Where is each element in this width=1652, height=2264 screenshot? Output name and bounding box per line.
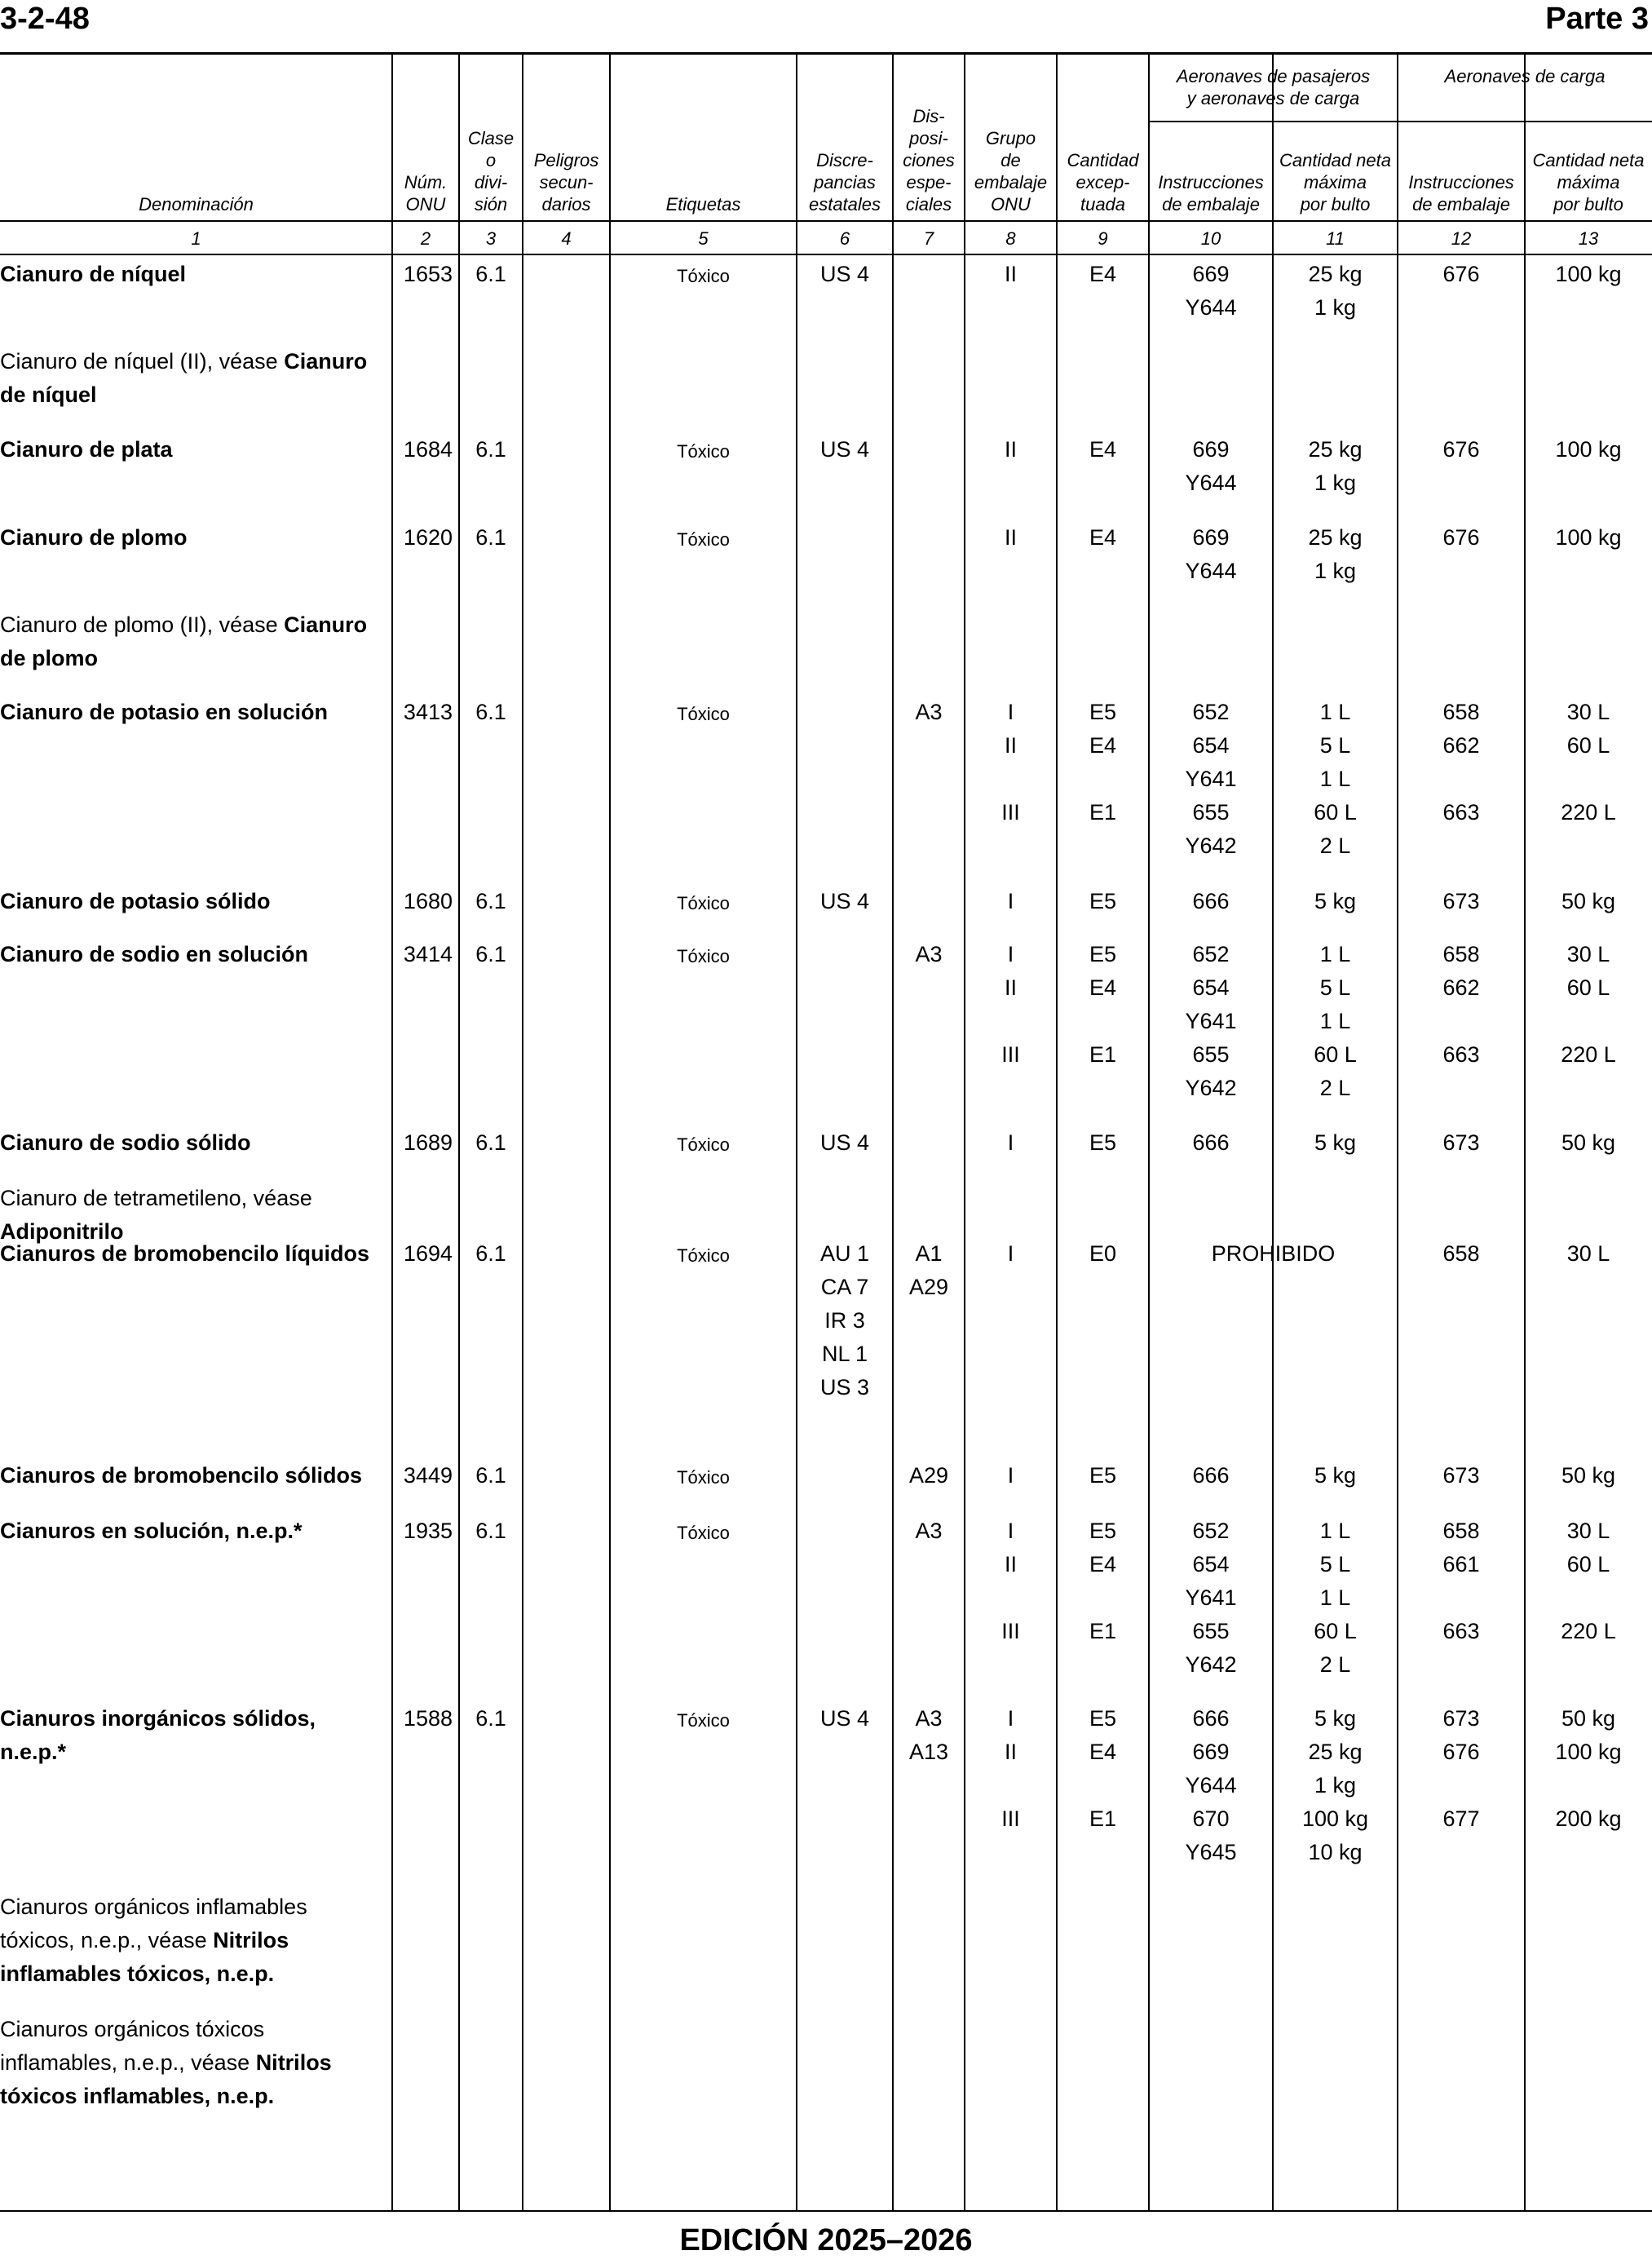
excepted-quantity: E5 E4 E1 xyxy=(1089,1706,1117,1831)
prohibited-label: PROHIBIDO xyxy=(1211,1241,1336,1266)
label-cell: Tóxico xyxy=(677,529,730,550)
column-number: 1 xyxy=(191,228,201,249)
header-rule xyxy=(0,52,1652,55)
un-number: 3414 xyxy=(403,942,453,966)
substance-name-bold: Cianuro de potasio sólido xyxy=(0,889,271,913)
header-c4: Peligros secun- darios xyxy=(533,150,599,214)
substance-name-bold: Cianuro de sodio sólido xyxy=(0,1130,251,1155)
state-variation: US 4 xyxy=(819,1706,870,1731)
cargo-packing-instruction: 676 xyxy=(1442,437,1480,462)
substance-name-bold: Cianuro de plomo xyxy=(0,612,368,670)
substance-name xyxy=(0,1702,383,1769)
label-cell: Tóxico xyxy=(677,441,730,462)
label-cell: Tóxico xyxy=(677,704,730,724)
class-division: 6.1 xyxy=(475,1130,506,1155)
packing-group: I xyxy=(1007,889,1014,913)
special-provision: A3 A13 xyxy=(908,1706,949,1764)
column-number: 6 xyxy=(839,228,850,249)
passenger-max-quantity: 25 kg 1 kg xyxy=(1308,437,1363,495)
substance-name-bold: Cianuros inorgánicos sólidos, n.e.p.* xyxy=(0,1706,316,1764)
cargo-max-quantity: 50 kg xyxy=(1561,1463,1616,1488)
special-provision: A3 xyxy=(915,942,943,966)
cargo-max-quantity: 30 L 60 L 220 L xyxy=(1561,942,1616,1067)
label-cell: Tóxico xyxy=(677,1245,730,1266)
substance-name-bold: Cianuro de sodio en solución xyxy=(0,942,309,966)
passenger-packing-instruction: 666 xyxy=(1192,889,1230,913)
state-variation: US 4 xyxy=(819,889,870,913)
excepted-quantity: E5 E4 E1 xyxy=(1089,942,1117,1067)
state-variation: US 4 xyxy=(819,262,870,286)
substance-name-prefix: Cianuro de níquel (II), véase xyxy=(0,349,285,374)
passenger-packing-instruction: 669 Y644 xyxy=(1185,437,1237,495)
substance-name xyxy=(0,2013,383,2113)
special-provision: A1 A29 xyxy=(908,1241,949,1299)
header-c10: Instrucciones de embalaje xyxy=(1158,172,1264,214)
un-number: 1680 xyxy=(403,889,453,913)
passenger-packing-instruction: 652 654 Y641 655 Y642 xyxy=(1185,700,1237,858)
packing-group: II xyxy=(1004,525,1017,550)
state-variation: US 4 xyxy=(819,1130,870,1155)
header-c12: Instrucciones de embalaje xyxy=(1408,172,1514,214)
un-number: 1689 xyxy=(403,1130,453,1155)
passenger-packing-instruction: 669 Y644 xyxy=(1185,525,1237,583)
special-provision: A29 xyxy=(908,1463,949,1488)
substance-name xyxy=(0,885,383,918)
un-number: 1620 xyxy=(403,525,453,550)
header-c9: Cantidad excep- tuada xyxy=(1067,150,1139,214)
packing-group: I II III xyxy=(1001,942,1020,1067)
substance-name xyxy=(0,938,383,971)
class-division: 6.1 xyxy=(475,1241,506,1266)
group-header-passenger: Aeronaves de pasajeros y aeronaves de carga xyxy=(1176,66,1371,108)
substance-name-bold: Adiponitrilo xyxy=(0,1219,124,1244)
excepted-quantity: E4 xyxy=(1089,437,1117,462)
un-number: 1935 xyxy=(403,1519,453,1543)
substance-name-prefix: Cianuros orgánicos tóxicos inflamables, n.e.p., véase xyxy=(0,2017,265,2075)
passenger-packing-instruction: 652 654 Y641 655 Y642 xyxy=(1185,942,1237,1100)
cargo-max-quantity: 50 kg 100 kg 200 kg xyxy=(1555,1706,1622,1831)
special-provision: A3 xyxy=(915,1519,943,1543)
un-number: 1653 xyxy=(403,262,453,286)
edition-footer: EDICIÓN 2025–2026 xyxy=(679,2223,973,2257)
substance-name xyxy=(0,696,383,729)
substance-name xyxy=(0,1514,383,1548)
cargo-packing-instruction: 658 xyxy=(1442,1241,1480,1266)
excepted-quantity: E5 E4 E1 xyxy=(1089,1519,1117,1643)
special-provision: A3 xyxy=(915,700,943,724)
cargo-max-quantity: 30 L 60 L 220 L xyxy=(1561,700,1616,825)
substance-name-prefix: Cianuros orgánicos inflamables tóxicos, n.e.p., véase xyxy=(0,1895,307,1952)
cargo-packing-instruction: 658 661 663 xyxy=(1442,1519,1480,1643)
cargo-packing-instruction: 673 xyxy=(1442,1130,1480,1155)
packing-group: I II III xyxy=(1001,1519,1020,1643)
cargo-max-quantity: 30 L xyxy=(1566,1241,1610,1266)
column-number: 4 xyxy=(561,228,572,249)
substance-name xyxy=(0,1890,383,1991)
part-label: Parte 3 xyxy=(1545,2,1649,36)
label-cell: Tóxico xyxy=(677,893,730,913)
header-c6: Discre- pancias estatales xyxy=(808,150,881,214)
packing-group: II xyxy=(1004,437,1017,462)
passenger-max-quantity: 5 kg 25 kg 1 kg 100 kg 10 kg xyxy=(1301,1706,1369,1864)
state-variation: US 4 xyxy=(819,437,870,462)
substance-name xyxy=(0,345,383,412)
column-number: 10 xyxy=(1200,228,1221,249)
substance-name xyxy=(0,521,383,555)
column-number: 8 xyxy=(1005,228,1016,249)
un-number: 1694 xyxy=(403,1241,453,1266)
header-c8: Grupo de embalaje ONU xyxy=(974,128,1048,214)
un-number: 3413 xyxy=(403,700,453,724)
substance-name-bold: Cianuro de plata xyxy=(0,437,173,462)
class-division: 6.1 xyxy=(475,1706,506,1731)
cargo-packing-instruction: 673 xyxy=(1442,1463,1480,1488)
cargo-max-quantity: 30 L 60 L 220 L xyxy=(1561,1519,1616,1643)
excepted-quantity: E5 E4 E1 xyxy=(1089,700,1117,825)
passenger-max-quantity: 1 L 5 L 1 L 60 L 2 L xyxy=(1314,942,1357,1100)
excepted-quantity: E4 xyxy=(1089,262,1117,286)
class-division: 6.1 xyxy=(475,942,506,966)
packing-group: I II III xyxy=(1001,1706,1020,1831)
passenger-packing-instruction: 666 669 Y644 670 Y645 xyxy=(1185,1706,1237,1864)
state-variation: AU 1 CA 7 IR 3 NL 1 US 3 xyxy=(819,1241,870,1400)
substance-name xyxy=(0,608,383,675)
label-cell: Tóxico xyxy=(677,1134,730,1155)
substance-name-bold: Cianuros de bromobencilo sólidos xyxy=(0,1463,363,1488)
class-division: 6.1 xyxy=(475,889,506,913)
header-c13: Cantidad neta máxima por bulto xyxy=(1532,150,1645,214)
un-number: 1684 xyxy=(403,437,453,462)
cargo-packing-instruction: 676 xyxy=(1442,525,1480,550)
passenger-max-quantity: 1 L 5 L 1 L 60 L 2 L xyxy=(1314,700,1357,858)
substance-name-bold: Nitrilos inflamables tóxicos, n.e.p. xyxy=(0,1928,289,1986)
substance-name xyxy=(0,1459,383,1492)
class-division: 6.1 xyxy=(475,437,506,462)
cargo-max-quantity: 100 kg xyxy=(1555,437,1622,462)
passenger-max-quantity: 1 L 5 L 1 L 60 L 2 L xyxy=(1314,1519,1357,1677)
excepted-quantity: E5 xyxy=(1089,1463,1117,1488)
passenger-max-quantity: 5 kg xyxy=(1314,1130,1357,1155)
substance-name-bold: Cianuro de níquel xyxy=(0,262,187,286)
cargo-packing-instruction: 658 662 663 xyxy=(1442,942,1480,1067)
substance-name-bold: Cianuros de bromobencilo líquidos xyxy=(0,1241,370,1266)
excepted-quantity: E0 xyxy=(1089,1241,1117,1266)
group-header-rule xyxy=(1149,121,1652,122)
header-c1: Denominación xyxy=(139,194,254,214)
header-c5: Etiquetas xyxy=(665,194,741,214)
label-cell: Tóxico xyxy=(677,266,730,286)
class-division: 6.1 xyxy=(475,700,506,724)
column-number: 9 xyxy=(1098,228,1108,249)
class-division: 6.1 xyxy=(475,262,506,286)
label-cell: Tóxico xyxy=(677,1710,730,1731)
cargo-packing-instruction: 673 xyxy=(1442,889,1480,913)
cargo-max-quantity: 100 kg xyxy=(1555,525,1622,550)
class-division: 6.1 xyxy=(475,1519,506,1543)
header-c11: Cantidad neta máxima por bulto xyxy=(1279,150,1391,214)
passenger-max-quantity: 25 kg 1 kg xyxy=(1308,525,1363,583)
packing-group: I II III xyxy=(1001,700,1020,825)
passenger-max-quantity: 5 kg xyxy=(1314,889,1357,913)
substance-name-prefix: Cianuro de plomo (II), véase xyxy=(0,612,285,637)
page-number: 3-2-48 xyxy=(0,2,90,36)
column-number: 3 xyxy=(485,228,497,249)
substance-name xyxy=(0,1237,383,1271)
column-number: 13 xyxy=(1578,228,1599,249)
substance-name xyxy=(0,1126,383,1160)
column-number: 7 xyxy=(923,228,934,249)
column-number: 5 xyxy=(698,228,709,249)
passenger-max-quantity: 5 kg xyxy=(1314,1463,1357,1488)
class-division: 6.1 xyxy=(475,1463,506,1488)
passenger-packing-instruction: 666 xyxy=(1192,1130,1230,1155)
header-c3: Clase o divi- sión xyxy=(467,128,515,214)
cargo-max-quantity: 100 kg xyxy=(1555,262,1622,286)
header-c7: Dis- posi- ciones espe- ciales xyxy=(903,106,955,214)
column-number: 11 xyxy=(1326,228,1345,249)
column-number: 12 xyxy=(1451,228,1472,249)
substance-name-bold: Cianuros en solución, n.e.p.* xyxy=(0,1519,303,1543)
excepted-quantity: E4 xyxy=(1089,525,1117,550)
passenger-packing-instruction: 652 654 Y641 655 Y642 xyxy=(1185,1519,1237,1677)
substance-name-bold: Cianuro de níquel xyxy=(0,349,368,407)
column-number-rule xyxy=(0,254,1652,255)
substance-name-bold: Cianuro de potasio en solución xyxy=(0,700,329,724)
footer-rule xyxy=(0,2210,1652,2212)
group-header-cargo: Aeronaves de carga xyxy=(1444,66,1606,86)
packing-group: II xyxy=(1004,262,1017,286)
packing-group: I xyxy=(1007,1130,1014,1155)
header-c2: Núm. ONU xyxy=(404,172,448,214)
cargo-max-quantity: 50 kg xyxy=(1561,1130,1616,1155)
substance-name-bold: Nitrilos tóxicos inflamables, n.e.p. xyxy=(0,2050,332,2108)
substance-name-prefix: Cianuro de tetrametileno, véase xyxy=(0,1186,312,1210)
label-cell: Tóxico xyxy=(677,1523,730,1543)
un-number: 3449 xyxy=(403,1463,453,1488)
cargo-packing-instruction: 673 676 677 xyxy=(1442,1706,1480,1831)
excepted-quantity: E5 xyxy=(1089,889,1117,913)
un-number: 1588 xyxy=(403,1706,453,1731)
packing-group: I xyxy=(1007,1463,1014,1488)
cargo-max-quantity: 50 kg xyxy=(1561,889,1616,913)
class-division: 6.1 xyxy=(475,525,506,550)
substance-name xyxy=(0,433,383,467)
packing-group: I xyxy=(1007,1241,1014,1266)
substance-name xyxy=(0,258,383,291)
passenger-packing-instruction: 666 xyxy=(1192,1463,1230,1488)
substance-name-bold: Cianuro de plomo xyxy=(0,525,188,550)
excepted-quantity: E5 xyxy=(1089,1130,1117,1155)
label-cell: Tóxico xyxy=(677,946,730,966)
column-number: 2 xyxy=(420,228,431,249)
header-bottom-rule xyxy=(0,220,1652,222)
label-cell: Tóxico xyxy=(677,1467,730,1488)
cargo-packing-instruction: 658 662 663 xyxy=(1442,700,1480,825)
passenger-max-quantity: 25 kg 1 kg xyxy=(1308,262,1363,320)
passenger-packing-instruction: 669 Y644 xyxy=(1185,262,1237,320)
cargo-packing-instruction: 676 xyxy=(1442,262,1480,286)
